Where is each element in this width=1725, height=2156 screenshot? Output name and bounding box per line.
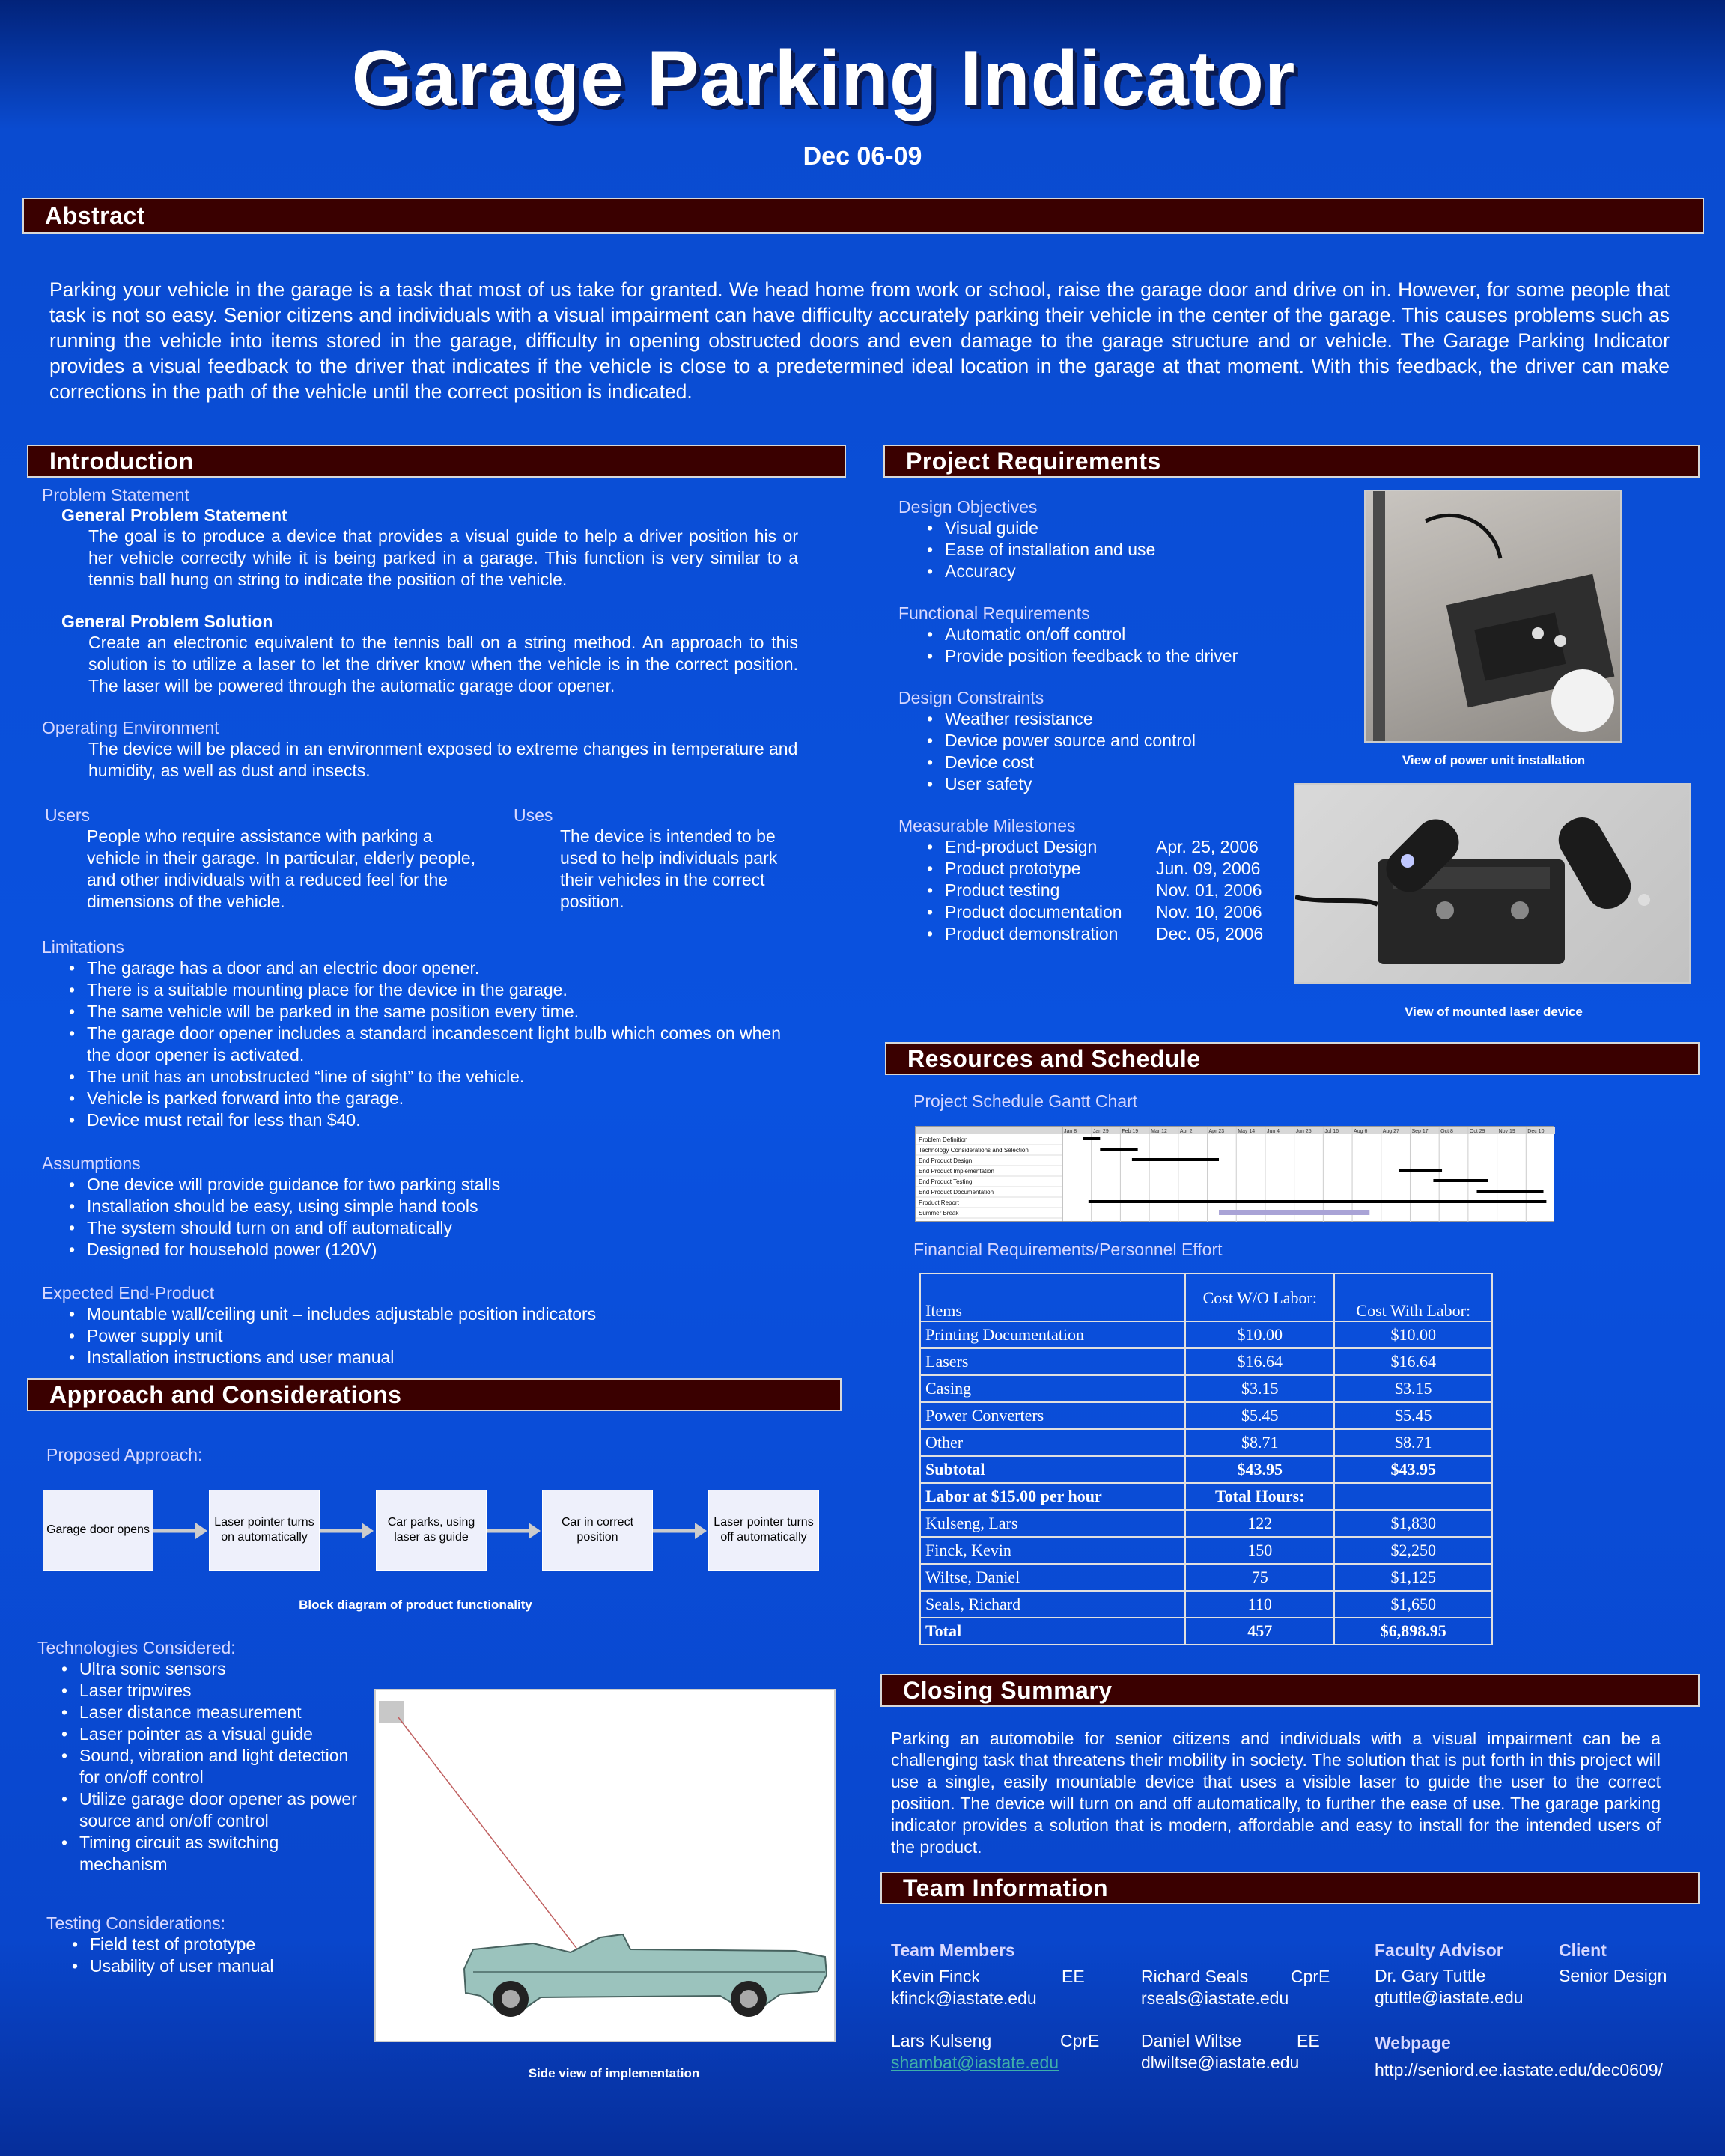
- financial-table-wrapper: [919, 1273, 1493, 1645]
- list-item: • Mountable wall/ceiling unit – includes adjustable position indicators: [67, 1303, 798, 1325]
- constraints-list: [925, 708, 1318, 795]
- gantt-col-label: Apr 2: [1179, 1129, 1193, 1134]
- environment-body: The device will be placed in an environment exposed to extreme changes in temperature and humidity, as well as dust and insects.: [88, 739, 798, 780]
- advisor-name: Dr. Gary Tuttle: [1375, 1966, 1486, 1985]
- gantt-col-label: Jun 4: [1266, 1129, 1280, 1134]
- laser-device-photo: [1294, 783, 1691, 984]
- power-unit-photo: [1364, 490, 1622, 743]
- gantt-task-label: Problem Definition: [919, 1136, 968, 1143]
- header-cell: Items: [920, 1273, 1185, 1321]
- list-item: • Usability of user manual: [70, 1955, 346, 1977]
- gantt-chart: [915, 1126, 1554, 1222]
- webpage-heading: Webpage: [1375, 2033, 1451, 2053]
- assumptions-heading: Assumptions: [42, 1154, 141, 1173]
- limitations-section: [42, 937, 798, 1368]
- email-link[interactable]: shambat@iastate.edu: [891, 2053, 1059, 2072]
- requirements-banner: [883, 445, 1700, 478]
- milestones-list: [925, 836, 1318, 945]
- constraints-heading: Design Constraints: [898, 688, 1044, 707]
- limitations-list: [67, 957, 798, 1131]
- table-row: Lasers $16.64 $16.64: [920, 1348, 1492, 1375]
- flow-arrow-icon: [153, 1520, 209, 1542]
- users-heading: Users: [45, 806, 91, 825]
- side-view-caption: Side view of implementation: [528, 2066, 700, 2080]
- objectives-list: [925, 517, 1318, 582]
- list-item: • Laser tripwires: [60, 1680, 359, 1702]
- milestone-item: • Product prototype Jun. 09, 2006: [925, 858, 1318, 880]
- block-car-correct: Car in correct position: [542, 1490, 653, 1571]
- member-lars: Lars Kulseng CprE shambat@iastate.edu: [891, 2030, 1108, 2074]
- gantt-break-band: [1219, 1210, 1369, 1215]
- gantt-task-label: End Product Documentation: [919, 1189, 994, 1196]
- poster-title: Garage Parking Indicator: [351, 35, 1296, 122]
- milestone-item: • Product demonstration Dec. 05, 2006: [925, 923, 1318, 945]
- problem-statement-heading: Problem Statement: [42, 485, 189, 505]
- milestones-heading: Measurable Milestones: [898, 816, 1076, 835]
- testing-heading: Testing Considerations:: [46, 1913, 226, 1933]
- block-laser-off: Laser pointer turns off automatically: [708, 1490, 819, 1571]
- closing-body: Parking an automobile for senior citizens and individuals with a visual impairment can be a challenging task that threatens their mobility in society. The solution that is put forth in this project will use a single, easily mountable device that uses a visible laser to guide the user to the correct position. The device will turn on and off automatically, to further the ease of use. The garage parking indicator provides a solution that is modern, affordable and easy to install for the intended users of the product.: [891, 1729, 1661, 1857]
- proposed-approach-heading: Proposed Approach:: [46, 1445, 203, 1464]
- list-item: • Vehicle is parked forward into the garage.: [67, 1088, 798, 1109]
- list-item: • Timing circuit as switching mechanism: [60, 1832, 359, 1875]
- gantt-col-label: Nov 19: [1498, 1129, 1515, 1134]
- gantt-task-label: Technology Considerations and Selection: [919, 1147, 1029, 1154]
- abstract-body: Parking your vehicle in the garage is a task that most of us take for granted. We head home from work or school, raise the garage door and drive on in. However, for some people that task is not so easy. Senior citizens and individuals with a visual impairment can have difficulty accurately parking their vehicle in the center of the garage. This causes problems such as running the vehicle into items stored in the garage, difficulty in opening obstructed doors and even damage to the garage structure and or vehicle. The Garage Parking Indicator provides a visual feedback to the driver that indicates if the vehicle is close to a predetermined ideal location in the garage at that moment. With this feedback, the driver can make corrections in the path of the vehicle until the correct position is indicated.: [49, 278, 1670, 403]
- requirements-heading: Project Requirements: [906, 447, 1161, 475]
- webpage-section: [1375, 2033, 1704, 2081]
- table-row: Finck, Kevin 150 $2,250: [920, 1537, 1492, 1564]
- gantt-col-label: Feb 19: [1122, 1129, 1139, 1134]
- team-members-heading: Team Members: [891, 1940, 1015, 1960]
- functional-heading: Functional Requirements: [898, 603, 1090, 623]
- table-row: Casing $3.15 $3.15: [920, 1375, 1492, 1402]
- gantt-col-label: Sep 17: [1411, 1129, 1429, 1134]
- list-item: • The unit has an unobstructed “line of sight” to the vehicle.: [67, 1066, 798, 1088]
- list-item: • Field test of prototype: [70, 1934, 346, 1955]
- gantt-col-label: Apr 23: [1208, 1129, 1225, 1134]
- client-section: [1559, 1940, 1701, 1987]
- technologies-list: [60, 1658, 359, 1875]
- flow-arrow-icon: [653, 1520, 708, 1542]
- gantt-col-label: Jan 29: [1092, 1129, 1109, 1134]
- list-item: • Device power source and control: [925, 730, 1318, 752]
- gantt-col-label: Jan 8: [1064, 1129, 1077, 1134]
- list-item: • Automatic on/off control: [925, 624, 1318, 645]
- table-row: Subtotal $43.95 $43.95: [920, 1456, 1492, 1483]
- uses-heading: Uses: [514, 806, 553, 825]
- advisor-email: gtuttle@iastate.edu: [1375, 1988, 1524, 2007]
- list-item: • One device will provide guidance for two parking stalls: [67, 1174, 798, 1196]
- users-body: People who require assistance with parking a vehicle in their garage. In particular, elderly people, and other individuals with a reduced feel for the dimensions of the vehicle.: [87, 826, 476, 911]
- team-heading: Team Information: [903, 1874, 1109, 1901]
- milestone-item: • Product documentation Nov. 10, 2006: [925, 901, 1318, 923]
- gantt-col-label: Oct 8: [1440, 1129, 1453, 1134]
- gantt-heading: Project Schedule Gantt Chart: [913, 1091, 1138, 1111]
- closing-banner: [880, 1674, 1700, 1707]
- milestone-item: • Product testing Nov. 01, 2006: [925, 880, 1318, 901]
- abstract-heading: Abstract: [45, 201, 145, 229]
- list-item: • User safety: [925, 773, 1318, 795]
- list-item: • Provide position feedback to the driver: [925, 645, 1318, 667]
- uses-section: [514, 806, 798, 913]
- uses-body: The device is intended to be used to help individuals park their vehicles in the correct position.: [560, 826, 778, 911]
- gantt-task-label: End Product Design: [919, 1157, 973, 1164]
- resources-banner: [885, 1042, 1700, 1075]
- table-row: Seals, Richard 110 $1,650: [920, 1591, 1492, 1618]
- client-name: Senior Design: [1559, 1966, 1667, 1985]
- list-item: • Laser distance measurement: [60, 1702, 359, 1723]
- resources-heading: Resources and Schedule: [907, 1044, 1201, 1072]
- list-item: • Installation instructions and user manual: [67, 1347, 798, 1368]
- client-heading: Client: [1559, 1940, 1607, 1960]
- block-garage-door-opens: Garage door opens: [43, 1490, 153, 1571]
- gantt-col-label: Jul 16: [1324, 1129, 1339, 1134]
- gantt-col-label: Aug 6: [1354, 1129, 1368, 1134]
- gantt-col-label: Dec 10: [1527, 1129, 1545, 1134]
- list-item: • Weather resistance: [925, 708, 1318, 730]
- gpsol-heading: General Problem Solution: [61, 612, 273, 631]
- list-item: • The garage has a door and an electric door opener.: [67, 957, 798, 979]
- endproduct-heading: Expected End-Product: [42, 1283, 215, 1303]
- member-richard: Richard Seals CprE rseals@iastate.edu: [1141, 1967, 1330, 2008]
- list-item: • Designed for household power (120V): [67, 1239, 798, 1261]
- list-item: • There is a suitable mounting place for the device in the garage.: [67, 979, 798, 1001]
- financial-heading: Financial Requirements/Personnel Effort: [913, 1240, 1223, 1259]
- list-item: • Ultra sonic sensors: [60, 1658, 359, 1680]
- approach-banner: [27, 1378, 842, 1411]
- gantt-col-label: Jun 25: [1295, 1129, 1312, 1134]
- gpsol-body: Create an electronic equivalent to the tennis ball on a string method. An approach to this solution is to utilize a laser to let the driver know when the vehicle is in the correct position. The laser will be powered through the automatic garage door opener.: [88, 633, 798, 695]
- block-car-parks: Car parks, using laser as guide: [376, 1490, 487, 1571]
- users-section: [45, 806, 487, 913]
- member-daniel: Daniel Wiltse EE dlwiltse@iastate.edu: [1141, 2031, 1320, 2072]
- introduction-content: [42, 485, 798, 782]
- laser-device-caption: View of mounted laser device: [1405, 1005, 1583, 1019]
- milestone-item: • End-product Design Apr. 25, 2006: [925, 836, 1318, 858]
- block-laser-on: Laser pointer turns on automatically: [209, 1490, 320, 1571]
- gps-body: The goal is to produce a device that provides a visual guide to help a driver position his or her vehicle correctly while it is being parked in a garage. This function is very similar to a tennis ball hung on string to indicate the position of the vehicle.: [88, 526, 798, 589]
- flow-arrow-icon: [320, 1520, 375, 1542]
- financial-table: [919, 1273, 1493, 1645]
- objectives-heading: Design Objectives: [898, 497, 1038, 517]
- list-item: • Accuracy: [925, 561, 1318, 582]
- gps-heading: General Problem Statement: [61, 505, 288, 525]
- table-row: Kulseng, Lars 122 $1,830: [920, 1510, 1492, 1537]
- list-item: • The system should turn on and off automatically: [67, 1217, 798, 1239]
- table-row: Printing Documentation $10.00 $10.00: [920, 1321, 1492, 1348]
- list-item: • Laser pointer as a visual guide: [60, 1723, 359, 1745]
- list-item: • Sound, vibration and light detection for on/off control: [60, 1745, 359, 1788]
- environment-heading: Operating Environment: [42, 718, 219, 737]
- table-row: Labor at $15.00 per hour Total Hours:: [920, 1483, 1492, 1510]
- gantt-task-label: End Product Implementation: [919, 1168, 994, 1175]
- gantt-task-label: Summer Break: [919, 1210, 959, 1216]
- member-kevin: Kevin Finck EE kfinck@iastate.edu: [891, 1967, 1085, 2008]
- table-row: Other $8.71 $8.71: [920, 1429, 1492, 1456]
- advisor-heading: Faculty Advisor: [1375, 1940, 1503, 1960]
- header-cell: Cost With Labor:: [1334, 1273, 1492, 1321]
- introduction-heading: Introduction: [49, 447, 194, 475]
- limitations-heading: Limitations: [42, 937, 124, 957]
- approach-heading: Approach and Considerations: [49, 1380, 402, 1408]
- table-row: Total 457 $6,898.95: [920, 1618, 1492, 1645]
- gantt-col-label: Oct 29: [1469, 1129, 1485, 1134]
- team-banner: [880, 1872, 1700, 1904]
- list-item: • Device cost: [925, 752, 1318, 773]
- technologies-section: [37, 1638, 359, 1875]
- gantt-col-label: Aug 27: [1382, 1129, 1399, 1134]
- gantt-col-label: May 14: [1238, 1129, 1256, 1134]
- flow-arrow-icon: [487, 1520, 542, 1542]
- testing-list: [70, 1934, 346, 1977]
- gantt-header: [916, 1127, 1555, 1134]
- advisor-section: [1375, 1940, 1554, 2009]
- functional-list: [925, 624, 1318, 667]
- abstract-banner: [22, 198, 1704, 234]
- gantt-task-label: Product Report: [919, 1199, 959, 1206]
- technologies-heading: Technologies Considered:: [37, 1638, 236, 1657]
- gantt-svg: [916, 1127, 1555, 1222]
- list-item: • The garage door opener includes a standard incandescent light bulb which comes on when the door opener is activated.: [67, 1023, 798, 1066]
- introduction-banner: [27, 445, 846, 478]
- webpage-link[interactable]: http://seniord.ee.iastate.edu/dec0609/: [1375, 2060, 1663, 2080]
- poster-subtitle: Dec 06-09: [803, 142, 922, 171]
- assumptions-list: [67, 1174, 798, 1261]
- list-item: • Device must retail for less than $40.: [67, 1109, 798, 1131]
- header-cell: Cost W/O Labor:: [1185, 1273, 1334, 1321]
- list-item: • Utilize garage door opener as power source and on/off control: [60, 1788, 359, 1832]
- list-item: • Power supply unit: [67, 1325, 798, 1347]
- gantt-col-label: Mar 12: [1151, 1129, 1167, 1134]
- table-row: Wiltse, Daniel 75 $1,125: [920, 1564, 1492, 1591]
- closing-heading: Closing Summary: [903, 1676, 1113, 1704]
- power-unit-caption: View of power unit installation: [1402, 753, 1586, 767]
- endproduct-list: [67, 1303, 798, 1368]
- list-item: • The same vehicle will be parked in the same position every time.: [67, 1001, 798, 1023]
- testing-section: [46, 1913, 346, 1977]
- gantt-task-label: End Product Testing: [919, 1178, 973, 1185]
- side-view-image: [374, 1689, 836, 2042]
- table-row: Power Converters $5.45 $5.45: [920, 1402, 1492, 1429]
- table-header-row: [920, 1273, 1492, 1321]
- block-diagram-caption: Block diagram of product functionality: [299, 1598, 532, 1612]
- list-item: • Visual guide: [925, 517, 1318, 539]
- list-item: • Ease of installation and use: [925, 539, 1318, 561]
- requirements-content: [898, 497, 1318, 945]
- list-item: • Installation should be easy, using simple hand tools: [67, 1196, 798, 1217]
